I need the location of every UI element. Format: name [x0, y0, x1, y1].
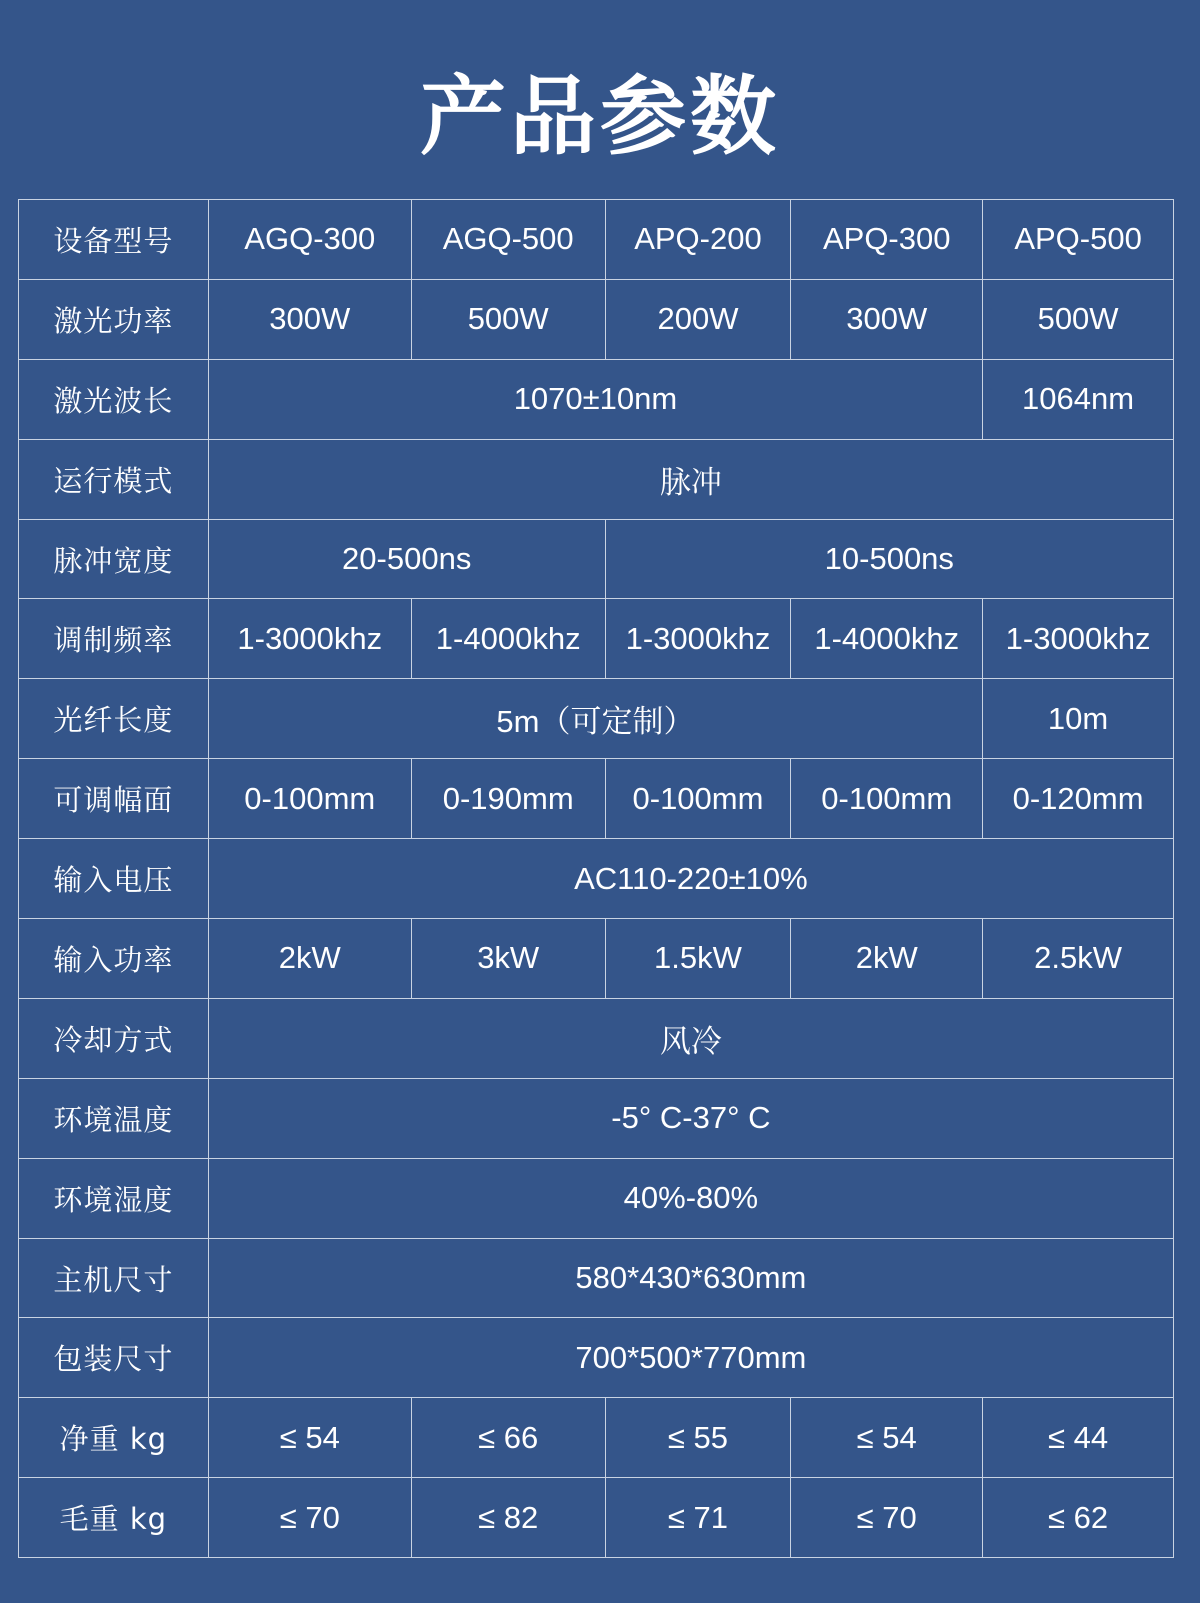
table-cell: 3kW — [411, 919, 605, 999]
table-row — [19, 1078, 1174, 1158]
row-label: 毛重 kg — [19, 1478, 209, 1558]
table-cell: 2kW — [208, 919, 411, 999]
table-row — [19, 679, 1174, 759]
table-cell: 0-100mm — [208, 759, 411, 839]
spec-table — [18, 199, 1174, 1558]
page-title: 产品参数 — [420, 67, 780, 167]
table-cell: 2.5kW — [983, 919, 1174, 999]
table-cell: 风冷 — [208, 998, 1173, 1078]
row-label: 环境湿度 — [19, 1158, 209, 1238]
table-cell: AGQ-500 — [411, 200, 605, 280]
row-label: 环境温度 — [19, 1078, 209, 1158]
row-label: 净重 kg — [19, 1398, 209, 1478]
table-cell: APQ-500 — [983, 200, 1174, 280]
row-label: 包装尺寸 — [19, 1318, 209, 1398]
table-row — [19, 439, 1174, 519]
row-label: 设备型号 — [19, 200, 209, 280]
table-cell: 0-100mm — [605, 759, 791, 839]
table-cell: 1-3000khz — [605, 599, 791, 679]
table-cell: ≤ 54 — [208, 1398, 411, 1478]
table-cell: 700*500*770mm — [208, 1318, 1173, 1398]
row-label: 主机尺寸 — [19, 1238, 209, 1318]
table-cell: 1.5kW — [605, 919, 791, 999]
table-row — [19, 519, 1174, 599]
table-cell: 300W — [791, 279, 983, 359]
table-cell: ≤ 82 — [411, 1478, 605, 1558]
table-row — [19, 279, 1174, 359]
table-cell: ≤ 55 — [605, 1398, 791, 1478]
table-row — [19, 839, 1174, 919]
table-cell: -5° C-37° C — [208, 1078, 1173, 1158]
table-row — [19, 919, 1174, 999]
table-cell: ≤ 54 — [791, 1398, 983, 1478]
row-label: 冷却方式 — [19, 998, 209, 1078]
table-cell: 500W — [983, 279, 1174, 359]
table-cell: 10m — [983, 679, 1174, 759]
table-cell: 脉冲 — [208, 439, 1173, 519]
table-cell: 1070±10nm — [208, 359, 982, 439]
table-cell: 1-4000khz — [411, 599, 605, 679]
table-cell: 0-120mm — [983, 759, 1174, 839]
table-row — [19, 1238, 1174, 1318]
table-row — [19, 998, 1174, 1078]
table-cell: ≤ 71 — [605, 1478, 791, 1558]
row-label: 输入功率 — [19, 919, 209, 999]
table-cell: 300W — [208, 279, 411, 359]
table-cell: 500W — [411, 279, 605, 359]
row-label: 激光功率 — [19, 279, 209, 359]
row-label: 光纤长度 — [19, 679, 209, 759]
row-label: 运行模式 — [19, 439, 209, 519]
table-cell: ≤ 70 — [791, 1478, 983, 1558]
table-row — [19, 759, 1174, 839]
table-row — [19, 599, 1174, 679]
table-cell: 5m（可定制） — [208, 679, 982, 759]
table-row — [19, 1158, 1174, 1238]
row-label: 脉冲宽度 — [19, 519, 209, 599]
row-label: 可调幅面 — [19, 759, 209, 839]
table-cell: AGQ-300 — [208, 200, 411, 280]
table-cell: ≤ 70 — [208, 1478, 411, 1558]
table-cell: 2kW — [791, 919, 983, 999]
table-row — [19, 1318, 1174, 1398]
table-row — [19, 1478, 1174, 1558]
table-cell: 1-4000khz — [791, 599, 983, 679]
table-cell: 1-3000khz — [983, 599, 1174, 679]
row-label: 激光波长 — [19, 359, 209, 439]
table-row — [19, 359, 1174, 439]
table-cell: AC110-220±10% — [208, 839, 1173, 919]
table-cell: 20-500ns — [208, 519, 605, 599]
table-cell: 0-100mm — [791, 759, 983, 839]
table-cell: APQ-200 — [605, 200, 791, 280]
table-cell: ≤ 44 — [983, 1398, 1174, 1478]
table-cell: 10-500ns — [605, 519, 1173, 599]
table-cell: ≤ 66 — [411, 1398, 605, 1478]
row-label: 输入电压 — [19, 839, 209, 919]
table-row — [19, 200, 1174, 280]
table-cell: 1064nm — [983, 359, 1174, 439]
row-label: 调制频率 — [19, 599, 209, 679]
table-cell: 1-3000khz — [208, 599, 411, 679]
table-cell: 200W — [605, 279, 791, 359]
table-cell: 40%-80% — [208, 1158, 1173, 1238]
table-cell: 0-190mm — [411, 759, 605, 839]
table-cell: 580*430*630mm — [208, 1238, 1173, 1318]
table-cell: APQ-300 — [791, 200, 983, 280]
table-cell: ≤ 62 — [983, 1478, 1174, 1558]
table-row — [19, 1398, 1174, 1478]
